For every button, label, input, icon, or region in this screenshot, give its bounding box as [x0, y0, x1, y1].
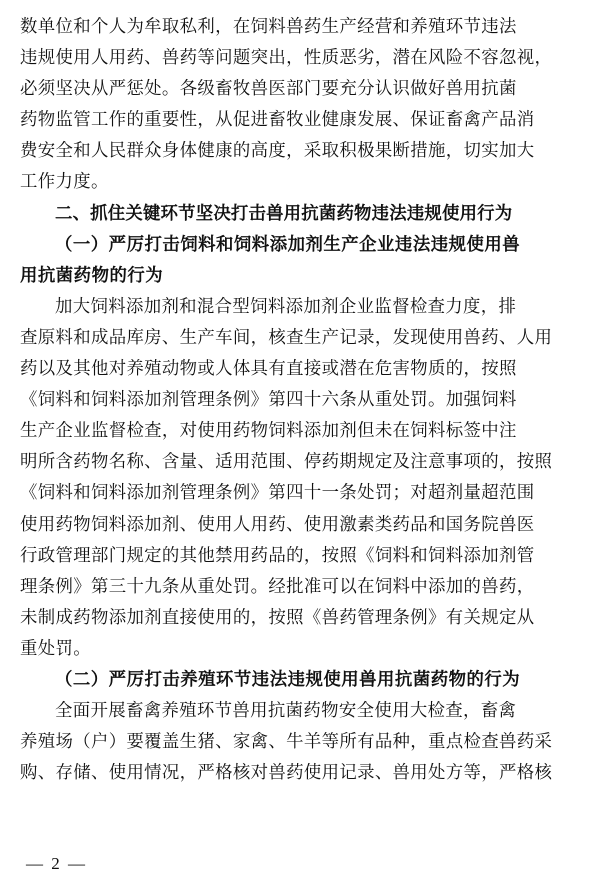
document-page — [20, 12, 587, 789]
subsection-heading: （一）严厉打击饲料和饲料添加剂生产企业违法违规使用兽 — [55, 234, 521, 255]
body-line: 费安全和人民群众身体健康的高度，采取积极果断措施，切实加大 — [20, 141, 535, 162]
body-line: 《饲料和饲料添加剂管理条例》第四十一条处罚；对超剂量超范围 — [20, 483, 535, 504]
body-line: 明所含药物名称、含量、适用范围、停药期规定及注意事项的，按照 — [20, 452, 553, 473]
body-line: 查原料和成品库房、生产车间，核查生产记录，发现使用兽药、人用 — [20, 327, 553, 348]
body-line: 《饲料和饲料添加剂管理条例》第四十六条从重处罚。加强饲料 — [20, 390, 517, 411]
body-line: 养殖场（户）要覆盖生猪、家禽、牛羊等所有品种，重点检查兽药采 — [20, 732, 553, 753]
body-line: 工作力度。 — [20, 172, 109, 193]
subsection-heading-continued: 用抗菌药物的行为 — [20, 265, 164, 286]
body-line: 生产企业监督检查，对使用药物饲料添加剂但未在饲料标签中注 — [20, 421, 517, 442]
body-line: 加大饲料添加剂和混合型饲料添加剂企业监督检查力度，排 — [55, 296, 517, 317]
body-line: 购、存储、使用情况，严格核对兽药使用记录、兽用处方等，严格核 — [20, 763, 553, 784]
page-number: — 2 — — [26, 854, 87, 873]
body-line: 药以及其他对养殖动物或人体具有直接或潜在危害物质的，按照 — [20, 359, 517, 380]
body-line: 未制成药物添加剂直接使用的，按照《兽药管理条例》有关规定从 — [20, 607, 535, 628]
body-line: 违规使用人用药、兽药等问题突出，性质恶劣，潜在风险不容忽视， — [20, 48, 553, 69]
body-line: 药物监管工作的重要性，从促进畜牧业健康发展、保证畜禽产品消 — [20, 110, 535, 131]
body-line: 数单位和个人为牟取私利，在饲料兽药生产经营和养殖环节违法 — [20, 17, 517, 37]
body-line: 使用药物饲料添加剂、使用人用药、使用激素类药品和国务院兽医 — [20, 514, 535, 535]
section-heading: 二、抓住关键环节坚决打击兽用抗菌药物违法违规使用行为 — [55, 203, 513, 224]
body-line: 全面开展畜禽养殖环节兽用抗菌药物安全使用大检查，畜禽 — [55, 701, 517, 722]
subsection-heading: （二）严厉打击养殖环节违法违规使用兽用抗菌药物的行为 — [55, 669, 521, 690]
body-line: 理条例》第三十九条从重处罚。经批准可以在饲料中添加的兽药， — [20, 576, 535, 597]
body-line: 必须坚决从严惩处。各级畜牧兽医部门要充分认识做好兽用抗菌 — [20, 79, 517, 100]
body-line: 行政管理部门规定的其他禁用药品的，按照《饲料和饲料添加剂管 — [20, 545, 535, 566]
body-line: 重处罚。 — [20, 638, 91, 659]
